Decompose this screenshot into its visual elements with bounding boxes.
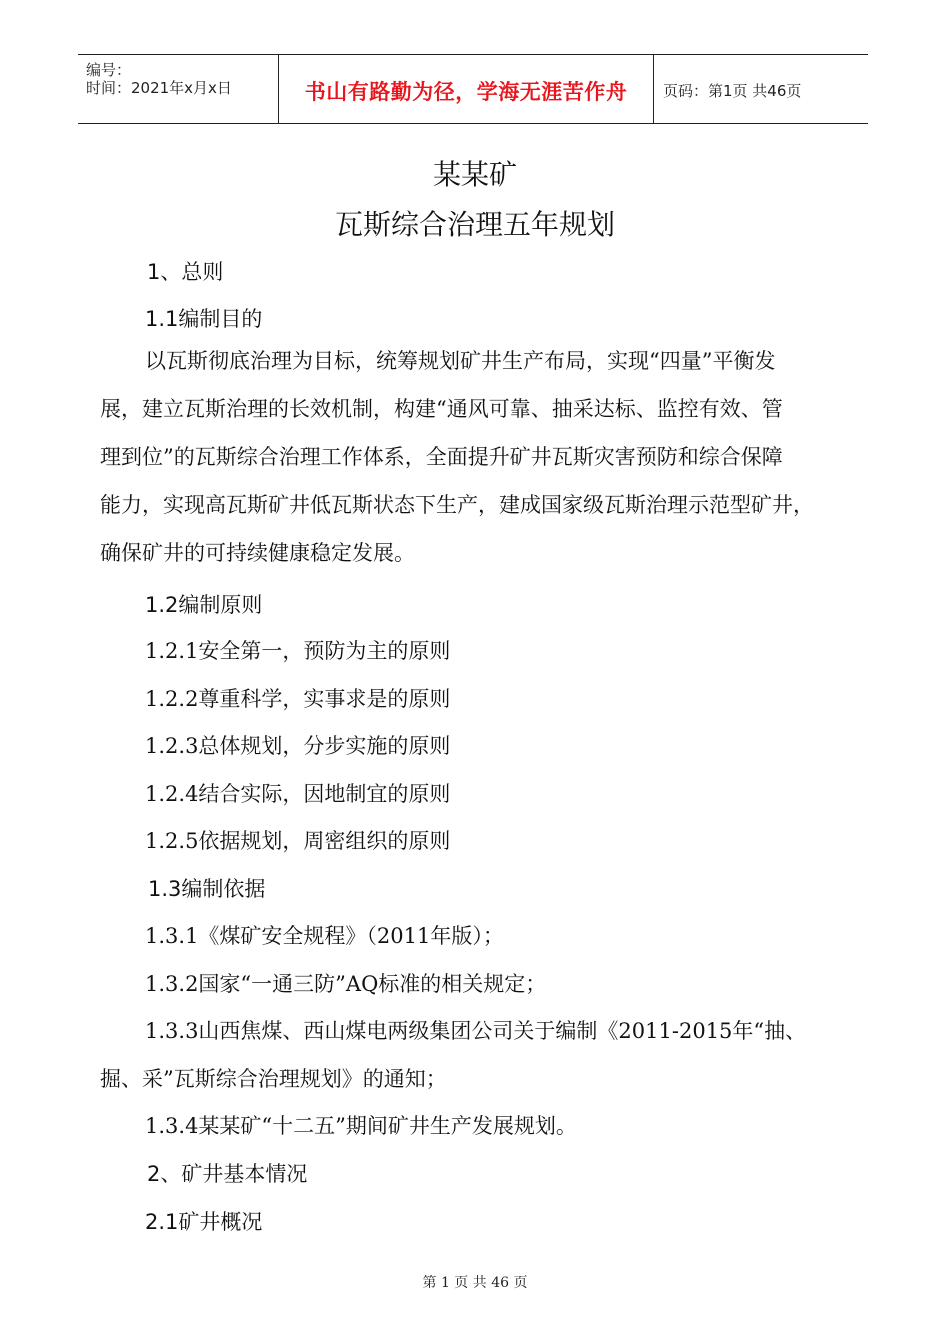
section-1-heading: 1、总则 [147,260,224,284]
document-title-line1: 某某矿 [432,158,517,191]
header-right-cell [653,55,868,123]
basis-item: 1.3.1《煤矿安全规程》（2011年版）； [145,924,504,948]
paragraph-line: 以瓦斯彻底治理为目标，统筹规划矿井生产布局，实现“四量”平衡发 [145,349,776,373]
purpose-paragraph [100,337,848,577]
section-1-3-heading: 1.3编制依据 [148,877,266,901]
section-1-2-heading: 1.2编制原则 [145,593,263,617]
principle-item: 1.2.2尊重科学，实事求是的原则 [145,687,451,711]
page-header [78,54,868,124]
section-1-1-heading: 1.1编制目的 [145,307,263,331]
principle-item: 1.2.5依据规划，周密组织的原则 [145,829,451,853]
principle-item: 1.2.3总体规划，分步实施的原则 [145,734,451,758]
time-label: 时间：2021年x月x日 [86,79,232,97]
paragraph-line: 展，建立瓦斯治理的长效机制，构建“通风可靠、抽采达标、监控有效、管 [100,397,783,421]
principle-item: 1.2.1安全第一，预防为主的原则 [145,639,451,663]
paragraph-line: 确保矿井的可持续健康稳定发展。 [100,541,415,565]
motto-text: 书山有路勤为径，学海无涯苦作舟 [304,80,628,104]
basis-item: 1.3.4某某矿“十二五”期间矿井生产发展规划。 [145,1114,577,1138]
basis-item: 1.3.2国家“一通三防”AQ标准的相关规定； [145,972,547,996]
serial-label: 编号： [86,61,132,79]
section-2-heading: 2、矿井基本情况 [147,1162,308,1186]
page-info: 页码：第1页 共46页 [663,82,802,100]
paragraph-line: 理到位”的瓦斯综合治理工作体系，全面提升矿井瓦斯灾害预防和综合保障 [100,445,783,469]
section-2-1-heading: 2.1矿井概况 [145,1210,263,1234]
basis-item: 1.3.3山西焦煤、西山煤电两级集团公司关于编制《2011-2015年“抽、 [145,1019,807,1043]
paragraph-line: 能力，实现高瓦斯矿井低瓦斯状态下生产，建成国家级瓦斯治理示范型矿井， [100,493,814,517]
header-motto-cell [278,55,654,123]
header-left-cell [78,55,278,123]
principle-item: 1.2.4结合实际，因地制宜的原则 [145,782,451,806]
basis-item-continuation: 掘、采”瓦斯综合治理规划》的通知； [100,1067,447,1091]
page-footer: 第 1 页 共 46 页 [422,1275,528,1291]
document-title-line2: 瓦斯综合治理五年规划 [334,208,615,241]
